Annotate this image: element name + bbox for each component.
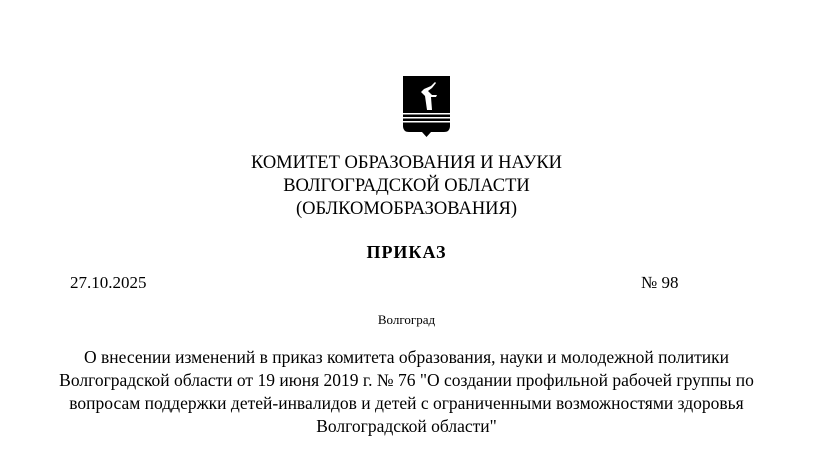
document-date: 27.10.2025 <box>70 273 147 292</box>
org-line-1: КОМИТЕТ ОБРАЗОВАНИЯ И НАУКИ <box>250 153 563 173</box>
org-line-3: (ОБЛКОМОБРАЗОВАНИЯ) <box>295 199 518 219</box>
city: Волгоград <box>377 312 436 327</box>
document-number: № 98 <box>641 273 679 292</box>
organization-name <box>0 152 813 221</box>
coat-of-arms-emblem <box>401 74 452 138</box>
document-subject: О внесении изменений в приказ комитета образования, науки и молодежной политики Волгоградской области от 19 июня 2019 г. № 76 "О создании профильной рабочей группы по вопросам поддержки детей-инвалидов и детей с ограниченными возможностями здоровья Волгоградской области" <box>59 347 754 436</box>
document-type: ПРИКАЗ <box>366 242 447 262</box>
org-line-2: ВОЛГОГРАДСКОЙ ОБЛАСТИ <box>283 176 530 196</box>
